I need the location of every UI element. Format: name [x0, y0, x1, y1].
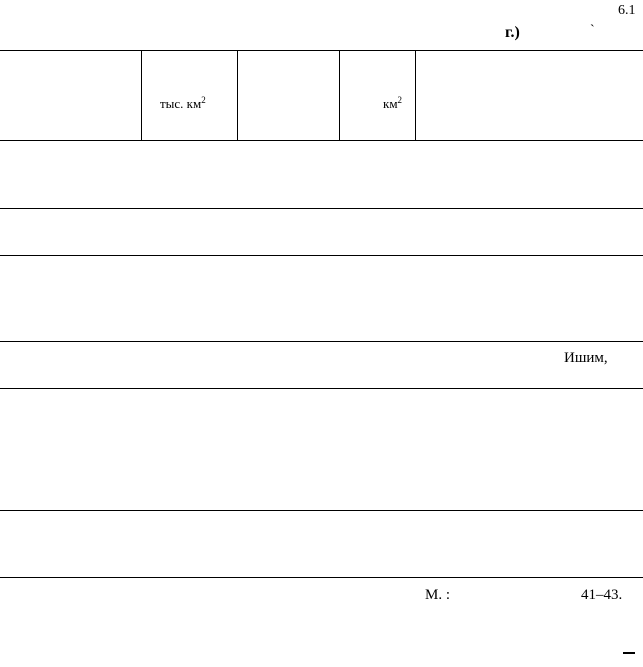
- unit-superscript: 2: [201, 95, 206, 105]
- title-mark: `: [590, 23, 595, 38]
- column-unit-thousand-square-km: [160, 96, 206, 112]
- row-divider: [0, 208, 643, 209]
- reference-city: М. :: [425, 587, 451, 603]
- unit-superscript: 2: [397, 95, 403, 105]
- unit-prefix: км: [383, 96, 398, 111]
- column-divider: [237, 50, 238, 141]
- row-divider: [0, 388, 643, 389]
- unit-prefix: тыс. км: [160, 96, 202, 111]
- column-divider: [339, 50, 340, 141]
- river-name-cell: Ишим,: [564, 350, 608, 366]
- footer-dash: [623, 652, 635, 654]
- reference-pages: 41–43.: [581, 587, 623, 603]
- column-divider: [141, 50, 142, 141]
- column-divider: [415, 50, 416, 141]
- table-title-suffix: г.): [505, 24, 520, 41]
- table-top-border: [0, 50, 643, 51]
- column-unit-square-km: [383, 96, 402, 112]
- table-number: 6.1: [618, 3, 636, 18]
- row-divider: [0, 510, 643, 511]
- table-bottom-border: [0, 577, 643, 578]
- header-bottom-border: [0, 140, 643, 141]
- row-divider: [0, 341, 643, 342]
- row-divider: [0, 255, 643, 256]
